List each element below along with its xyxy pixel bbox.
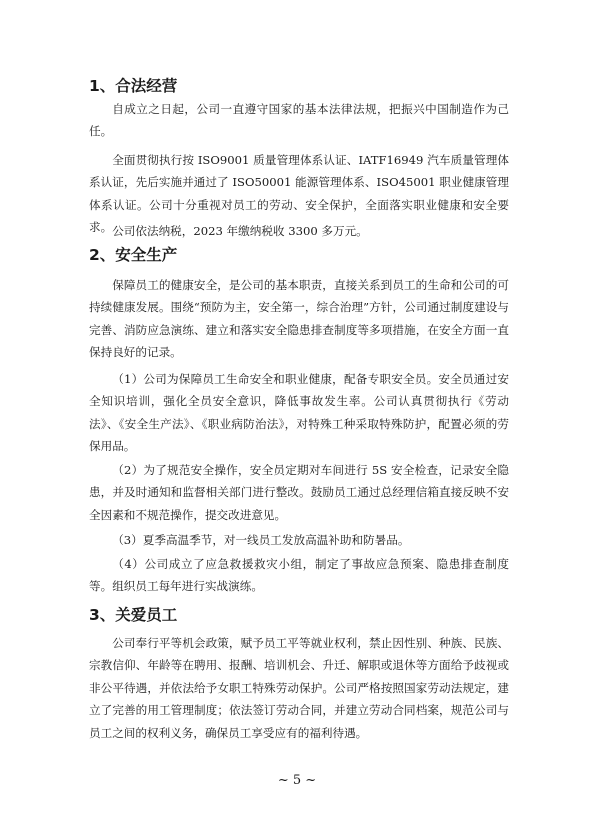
paragraph-safety-item-1: （1）公司为保障员工生命安全和职业健康，配备专职安全员。安全员通过安全知识培训，强化全员安全意识，降低事故发生率。公司认真贯彻执行《劳动法》、《安全生产法》、《职业病防治法》，对特殊工种采取特殊防护，配置必须的劳保用品。 [89,372,509,454]
paragraph-safety-item-4: （4）公司成立了应急救援救灾小组，制定了事故应急预案、隐患排查制度等。组织员工每年进行实战演练。 [89,557,509,594]
paragraph-employee-care: 公司奉行平等机会政策，赋予员工平等就业权利，禁止因性别、种族、民族、宗教信仰、年龄等在聘用、报酬、培训机会、升迁、解职或退休等方面给予歧视或非公平待遇，并依法给予女职工特殊劳动保护。公司严格按照国家劳动法规定，建立了完善的用工管理制度；依法签订劳动合同，并建立劳动合同档案，规范公司与员工之间的权利义务，确保员工享受应有的福利待遇。 [89,636,509,740]
section-heading-safety: 2、安全生产 [89,246,178,264]
paragraph-safety-intro: 保障员工的健康安全，是公司的基本职责，直接关系到员工的生命和公司的可持续健康发展。围绕“预防为主，安全第一，综合治理”方针，公司通过制度建设与完善、消防应急演练、建立和落实安全隐患排查制度等多项措施，在安全方面一直保持良好的记录。 [89,278,509,360]
paragraph-safety-item-2: （2）为了规范安全操作，安全员定期对车间进行 5S 安全检查，记录安全隐患，并及时通知和监督相关部门进行整改。鼓励员工通过总经理信箱直接反映不安全因素和不规范操作，提交改进意见。 [89,463,509,522]
page-number: ~ 5 ~ [277,773,317,788]
paragraph-legal-2: 全面贯彻执行按 ISO9001 质量管理体系认证、IATF16949 汽车质量管理体系认证，先后实施并通过了 ISO50001 能源管理体系、ISO45001 职业健康管理体系认证。公司十分重视对员工的劳动、安全保护，全面落实职业健康和安全要求。 [89,153,509,235]
paragraph-legal-1: 自成立之日起，公司一直遵守国家的基本法律法规，把振兴中国制造作为己任。 [89,102,509,139]
paragraph-legal-3: 公司依法纳税，2023 年缴纳税收 3300 多万元。 [112,224,368,238]
paragraph-safety-item-3: （3）夏季高温季节，对一线员工发放高温补助和防暑品。 [112,533,410,547]
section-heading-employee-care: 3、关爱员工 [89,606,178,624]
section-heading-legal-operation: 1、合法经营 [89,77,178,95]
